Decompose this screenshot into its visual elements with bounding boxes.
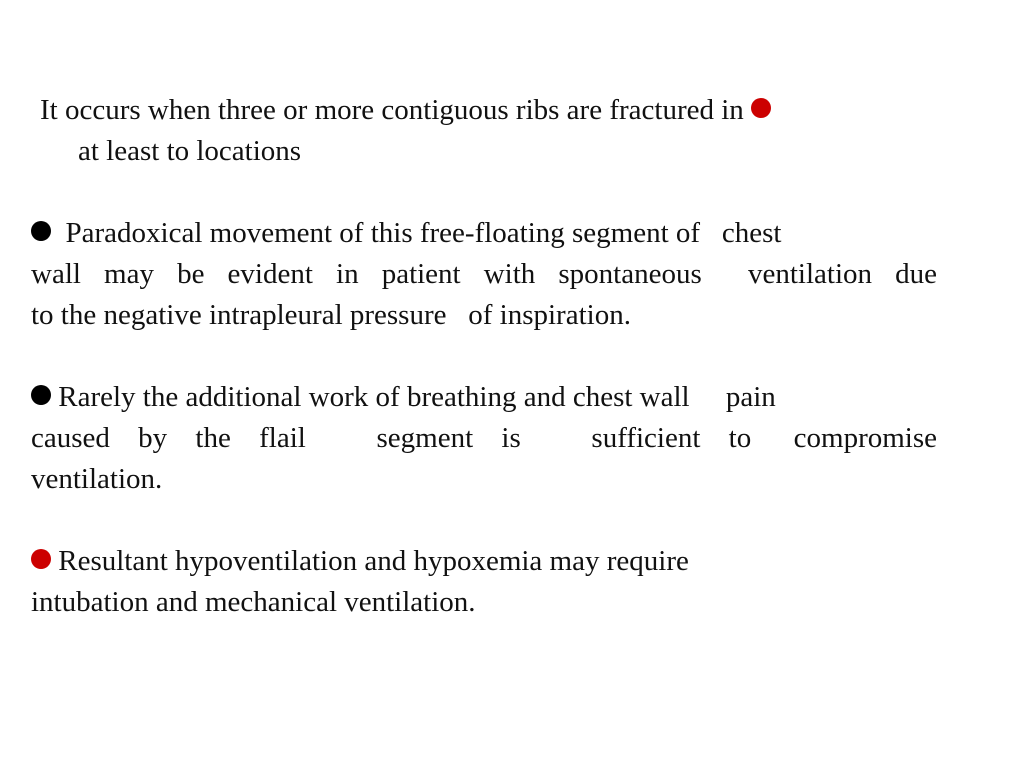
bullet-2-line-1-text: Paradoxical movement of this free-floating segment of chest: [65, 217, 782, 249]
bullet-1-line-1: [40, 90, 771, 131]
black-bullet-icon: [31, 221, 51, 241]
bullet-3-line-1: [31, 377, 776, 418]
bullet-4-line-2: intubation and mechanical ventilation.: [31, 586, 476, 618]
bullet-2-line-2: wall may be evident in patient with spontaneous ventilation due: [31, 258, 937, 290]
red-bullet-icon: [31, 549, 51, 569]
bullet-4-line-1: [31, 541, 689, 582]
bullet-1-line-1-text: It occurs when three or more contiguous ribs are fractured in: [40, 94, 744, 126]
black-bullet-icon: [31, 385, 51, 405]
bullet-4-line-1-text: Resultant hypoventilation and hypoxemia may require: [58, 545, 689, 577]
bullet-1-line-2: at least to locations: [78, 135, 302, 167]
bullet-3-line-1-text: Rarely the additional work of breathing and chest wall pain: [58, 381, 776, 413]
bullet-2-line-1: [31, 213, 781, 254]
bullet-3-line-2: caused by the flail segment is sufficient to compromise: [31, 422, 937, 454]
red-bullet-icon: [751, 98, 771, 118]
bullet-3-line-3: ventilation.: [31, 463, 163, 495]
bullet-2-line-3: to the negative intrapleural pressure of inspiration.: [31, 299, 631, 331]
